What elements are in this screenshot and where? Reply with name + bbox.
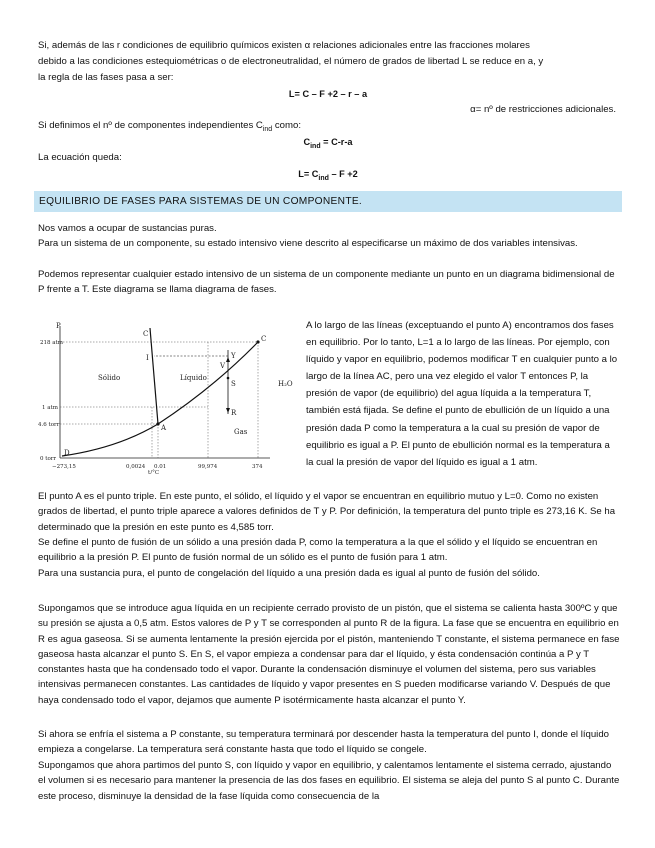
x-tick-3: 0.01 — [154, 464, 167, 470]
point-d-label: D — [64, 449, 70, 457]
equation-final-pre: L= C — [298, 169, 319, 179]
point-a-marker — [156, 422, 159, 425]
intro-line-1: Si, además de las r condiciones de equilibrio químicos existen α relaciones adicionales entre las fracciones molares — [38, 40, 530, 51]
region-liquid: Líquido — [180, 374, 207, 382]
point-y-label: Y — [231, 352, 236, 360]
point-r-label: R — [231, 409, 237, 417]
side-text: A lo largo de las líneas (exceptuando el punto A) encontramos dos fases en equilibrio. Por lo tanto, L=1 a lo largo de las líneas. Por ejemplo, con líquido y vapor en equilibrio, podemos modificar T en cualquier punto a lo largo de la línea AC, pero una vez elegido el valor T entonces P, la presión de vapor (de equilibrio) del agua líquida a la temperatura T, también está fijada. Se define el punto de ebullición de un líquido a una presión dada P como la temperatura a la cual su presión de vapor de equilibrio es igual a P. El punto de ebullición normal es la temperatura a la cual la presión de vapor del líquido es igual a 1 atm. — [306, 320, 618, 468]
x-tick-4: 99,974 — [198, 464, 218, 470]
phase-diagram-figure — [38, 316, 300, 474]
section-intro-2: Para un sistema de un componente, su estado intensivo viene descrito al especificarse un máximo de dos variables intensivas. — [38, 238, 578, 249]
x-tick-5: 374 — [252, 464, 263, 470]
isotherm-arrow-1 — [226, 408, 230, 413]
x-axis-label: t/°C — [148, 470, 160, 474]
define-text: Si definimos el nº de componentes independientes C — [38, 120, 263, 131]
para-enfria: Si ahora se enfría el sistema a P constante, su temperatura terminará por descender hasta la temperatura del punto I, donde el líquido empieza a congelarse. La temperatura será constante hasta que todo el líquido se congele. — [38, 729, 609, 756]
tick-46: 4.6 torr — [38, 422, 60, 428]
intro-line-2: debido a las condiciones estequiométricas o de electroneutralidad, el número de grados de libertad L se reduce en a, y — [38, 56, 544, 67]
equation-cind-sub: ind — [310, 142, 321, 150]
point-v-label: V — [220, 362, 226, 370]
equation-final-post: – F +2 — [328, 169, 358, 179]
isotherm-arrow-2 — [226, 357, 230, 362]
para-congelacion: Para una sustancia pura, el punto de congelación del líquido a una presión dada es igual al punto de fusión del sólido. — [38, 568, 540, 579]
para-supongamos: Supongamos que ahora partimos del punto S, con líquido y vapor en equilibrio, y calentamos lentamente el sistema cerrado, ajustando el volumen si es necesario para mantener la presencia de las dos fases en equilibrio. El sistema se aleja del punto S al punto C. Durante este proceso, disminuye la densidad de la fase líquida como consecuencia de la — [38, 760, 620, 802]
point-i-label: I — [146, 354, 149, 362]
equation-final — [38, 166, 618, 187]
define-suffix: como: — [272, 120, 301, 131]
equation-cind-rest: = C-r-a — [320, 137, 353, 147]
para-piston: Supongamos que se introduce agua líquida en un recipiente cerrado provisto de un pistón, que el sistema se calienta hasta 300ºC y que su presión se ajusta a 0,5 atm. Estos valores de P y T se corresponden al punto R de la figura. La fase que se encuentra en equilibrio en R es agua gaseosa. Si se aumenta lentamente la presión ejercida por el pistón, manteniendo T constante, el sistema permanece en fase gaseosa hasta alcanzar el punto S. En S, el vapor empieza a condensar para dar el líquido, y ésta condensación continúa a P y T constantes hasta que ha condensado todo el vapor. Durante la condensación disminuye el volumen del sistema, pero sus variables intensivas permanecen constantes. Las cantidades de líquido y vapor presentes en S pueden modificarse variando V. Después de que haya condensado todo el vapor, dejamos que aumente P isotérmicamente hasta alcanzar el punto Y. — [38, 603, 620, 706]
point-c-top-label: C — [143, 330, 149, 338]
intro-line-3: la regla de las fases pasa a ser: — [38, 72, 174, 83]
fusion-line — [150, 328, 158, 424]
y-axis-label: P — [56, 322, 61, 330]
alpha-note: α= nº de restricciones adicionales. — [470, 104, 616, 115]
substance-label: H₂O — [278, 380, 293, 388]
x-tick-2: 0,0024 — [126, 464, 146, 470]
section-intro-1: Nos vamos a ocupar de sustancias puras. — [38, 223, 217, 234]
define-subscript: ind — [262, 125, 273, 133]
point-c-marker — [256, 340, 259, 343]
section-heading — [34, 191, 622, 212]
sublimation-curve — [62, 424, 158, 456]
point-s-label: S — [231, 380, 236, 388]
section-intro-3: Podemos representar cualquier estado intensivo de un sistema de un componente mediante un punto en un diagrama bidimensional de P frente a T. Este diagrama se llama diagrama de fases. — [38, 269, 615, 296]
region-solid: Sólido — [98, 374, 121, 382]
queda-line: La ecuación queda: — [38, 152, 122, 163]
para-fusion: Se define el punto de fusión de un sólido a una presión dada P, como la temperatura a la que el sólido y el líquido se encuentran en equilibrio a la presión P. El punto de fusión normal de un sólido es el punto de fusión para 1 atm. — [38, 537, 598, 564]
point-a-label: A — [161, 424, 167, 432]
section-heading-text: EQUILIBRIO DE FASES PARA SISTEMAS DE UN COMPONENTE. — [39, 196, 363, 207]
x-tick-1: −273,15 — [52, 464, 76, 470]
para-triple: El punto A es el punto triple. En este punto, el sólido, el líquido y el vapor se encuentran en equilibrio mutuo y L=0. Como no existen grados de libertad, el punto triple aparece a valores definidos de T y P. Por definición, la temperatura del punto triple es 273,16 K. Se ha determinado que la presión en este punto es 4,585 torr. — [38, 491, 616, 533]
region-gas: Gas — [234, 428, 248, 436]
point-c-critical-label: C — [261, 335, 267, 343]
tick-0: 0 torr — [40, 456, 57, 462]
equation-final-sub: ind — [318, 174, 329, 182]
point-s-marker — [227, 377, 230, 380]
tick-1atm: 1 atm — [42, 405, 58, 411]
equation-cind-main: C — [303, 137, 311, 147]
equation-phase-rule: L= C – F +2 – r – a — [288, 89, 368, 99]
tick-218: 218 atm — [40, 340, 63, 346]
